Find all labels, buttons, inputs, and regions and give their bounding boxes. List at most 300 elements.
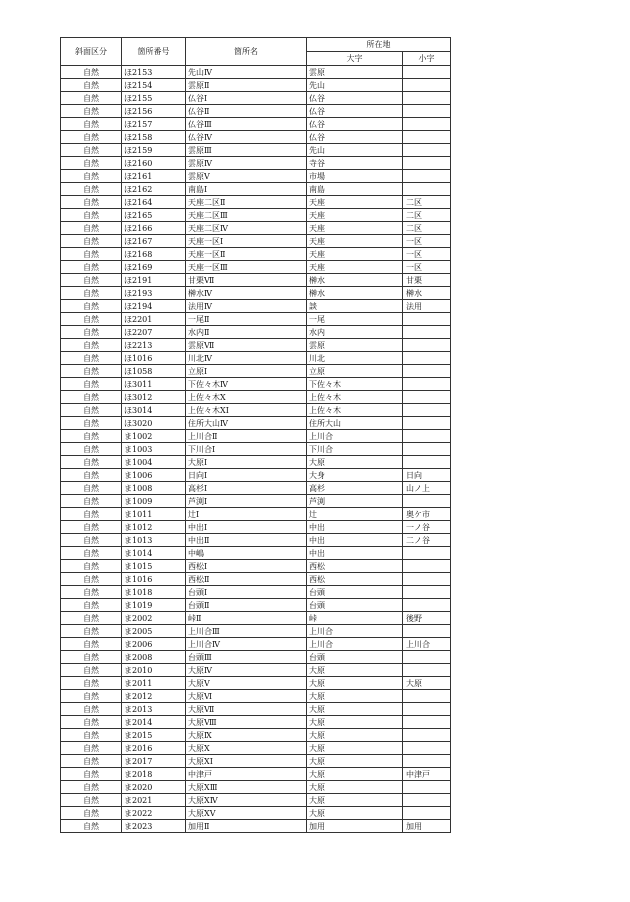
cell-site-name: 台頭Ⅱ — [186, 599, 307, 612]
cell-koaza: 法用 — [403, 300, 451, 313]
cell-slope-category: 自然 — [61, 391, 122, 404]
cell-site-name: 大原Ⅷ — [186, 716, 307, 729]
cell-site-number: ほ2193 — [122, 287, 186, 300]
cell-koaza: 二区 — [403, 222, 451, 235]
cell-oaza: 西松 — [307, 560, 403, 573]
cell-site-number: ほ2169 — [122, 261, 186, 274]
cell-oaza: 仏谷 — [307, 92, 403, 105]
cell-koaza — [403, 66, 451, 79]
cell-site-name: 上川合Ⅱ — [186, 430, 307, 443]
table-row — [61, 586, 451, 599]
table-row — [61, 157, 451, 170]
cell-koaza: 上川合 — [403, 638, 451, 651]
table-row — [61, 92, 451, 105]
cell-koaza: 山ノ上 — [403, 482, 451, 495]
table-row — [61, 261, 451, 274]
cell-oaza: 大原 — [307, 742, 403, 755]
cell-slope-category: 自然 — [61, 651, 122, 664]
cell-koaza — [403, 495, 451, 508]
cell-koaza — [403, 443, 451, 456]
table-row — [61, 573, 451, 586]
table-row — [61, 664, 451, 677]
table-row — [61, 443, 451, 456]
cell-oaza: 先山 — [307, 79, 403, 92]
table-row — [61, 313, 451, 326]
cell-site-number: ま1012 — [122, 521, 186, 534]
cell-site-name: 上佐々木ⅩⅠ — [186, 404, 307, 417]
cell-slope-category: 自然 — [61, 664, 122, 677]
cell-slope-category: 自然 — [61, 209, 122, 222]
table-row — [61, 729, 451, 742]
table-row — [61, 521, 451, 534]
cell-koaza — [403, 573, 451, 586]
cell-site-name: 台頭Ⅲ — [186, 651, 307, 664]
cell-oaza: 水内 — [307, 326, 403, 339]
table-row — [61, 66, 451, 79]
table-row — [61, 742, 451, 755]
cell-oaza: 南島 — [307, 183, 403, 196]
cell-site-number: ま2020 — [122, 781, 186, 794]
cell-oaza: 上佐々木 — [307, 391, 403, 404]
cell-site-name: 天座二区Ⅳ — [186, 222, 307, 235]
cell-site-number: ほ2168 — [122, 248, 186, 261]
cell-site-number: ま1009 — [122, 495, 186, 508]
cell-oaza: 川北 — [307, 352, 403, 365]
cell-site-number: ほ2164 — [122, 196, 186, 209]
table-row — [61, 131, 451, 144]
cell-koaza — [403, 170, 451, 183]
cell-site-name: 大原Ⅳ — [186, 664, 307, 677]
cell-site-name: 大原ⅩⅤ — [186, 807, 307, 820]
cell-site-name: 中嶋 — [186, 547, 307, 560]
cell-site-name: 大原ⅩⅠ — [186, 755, 307, 768]
cell-oaza: 天座 — [307, 235, 403, 248]
cell-site-number: ほ2167 — [122, 235, 186, 248]
cell-oaza: 天座 — [307, 196, 403, 209]
cell-slope-category: 自然 — [61, 703, 122, 716]
cell-slope-category: 自然 — [61, 794, 122, 807]
table-row — [61, 495, 451, 508]
cell-site-number: ほ2157 — [122, 118, 186, 131]
cell-koaza — [403, 742, 451, 755]
table-row — [61, 534, 451, 547]
table-row — [61, 482, 451, 495]
cell-site-name: 天座二区Ⅲ — [186, 209, 307, 222]
cell-site-number: ま2022 — [122, 807, 186, 820]
table-row — [61, 625, 451, 638]
cell-oaza: 高杉 — [307, 482, 403, 495]
cell-oaza: 下川合 — [307, 443, 403, 456]
cell-slope-category: 自然 — [61, 768, 122, 781]
cell-oaza: 一尾 — [307, 313, 403, 326]
table-row — [61, 703, 451, 716]
table-row — [61, 716, 451, 729]
cell-koaza: 榊水 — [403, 287, 451, 300]
cell-site-name: 中出Ⅰ — [186, 521, 307, 534]
cell-oaza: 談 — [307, 300, 403, 313]
cell-site-name: 天座二区Ⅱ — [186, 196, 307, 209]
cell-site-number: ほ2194 — [122, 300, 186, 313]
table-row — [61, 365, 451, 378]
cell-site-number: ほ2159 — [122, 144, 186, 157]
cell-slope-category: 自然 — [61, 222, 122, 235]
cell-koaza — [403, 794, 451, 807]
cell-site-number: ほ2161 — [122, 170, 186, 183]
cell-koaza — [403, 391, 451, 404]
cell-site-name: 西松Ⅰ — [186, 560, 307, 573]
cell-site-number: ほ2158 — [122, 131, 186, 144]
cell-koaza: 一区 — [403, 261, 451, 274]
cell-slope-category: 自然 — [61, 586, 122, 599]
cell-koaza — [403, 690, 451, 703]
cell-slope-category: 自然 — [61, 677, 122, 690]
table-row — [61, 144, 451, 157]
header-koaza: 小字 — [403, 52, 451, 66]
cell-oaza: 大原 — [307, 703, 403, 716]
cell-slope-category: 自然 — [61, 300, 122, 313]
cell-site-name: 仏谷Ⅲ — [186, 118, 307, 131]
table-row — [61, 560, 451, 573]
cell-slope-category: 自然 — [61, 521, 122, 534]
cell-site-name: 雲原Ⅳ — [186, 157, 307, 170]
cell-slope-category: 自然 — [61, 79, 122, 92]
cell-koaza — [403, 417, 451, 430]
table-row — [61, 612, 451, 625]
cell-oaza: 西松 — [307, 573, 403, 586]
cell-oaza: 中出 — [307, 521, 403, 534]
table-row — [61, 105, 451, 118]
cell-koaza — [403, 755, 451, 768]
cell-slope-category: 自然 — [61, 599, 122, 612]
cell-site-name: 大原ⅩⅢ — [186, 781, 307, 794]
cell-site-number: ほ3020 — [122, 417, 186, 430]
table-row — [61, 378, 451, 391]
cell-koaza — [403, 625, 451, 638]
cell-koaza: 後野 — [403, 612, 451, 625]
cell-site-name: 大原Ⅴ — [186, 677, 307, 690]
cell-site-number: ま2015 — [122, 729, 186, 742]
cell-koaza — [403, 105, 451, 118]
cell-koaza — [403, 586, 451, 599]
cell-koaza: 二ノ谷 — [403, 534, 451, 547]
cell-slope-category: 自然 — [61, 404, 122, 417]
cell-oaza: 上佐々木 — [307, 404, 403, 417]
cell-koaza — [403, 404, 451, 417]
cell-koaza: 大原 — [403, 677, 451, 690]
cell-site-number: ま1015 — [122, 560, 186, 573]
cell-slope-category: 自然 — [61, 326, 122, 339]
cell-site-name: 川北Ⅳ — [186, 352, 307, 365]
cell-oaza: 上川合 — [307, 638, 403, 651]
cell-site-number: ま1008 — [122, 482, 186, 495]
cell-koaza — [403, 313, 451, 326]
cell-site-number: ま1018 — [122, 586, 186, 599]
cell-koaza — [403, 339, 451, 352]
cell-slope-category: 自然 — [61, 456, 122, 469]
cell-site-name: 上佐々木Ⅹ — [186, 391, 307, 404]
cell-site-name: 天座一区Ⅲ — [186, 261, 307, 274]
cell-oaza: 仏谷 — [307, 105, 403, 118]
cell-site-number: ま1019 — [122, 599, 186, 612]
cell-oaza: 大原 — [307, 690, 403, 703]
cell-slope-category: 自然 — [61, 66, 122, 79]
cell-site-name: 大原Ⅶ — [186, 703, 307, 716]
cell-site-number: ま1014 — [122, 547, 186, 560]
header-site-number: 箇所番号 — [122, 38, 186, 66]
cell-site-name: 先山Ⅳ — [186, 66, 307, 79]
cell-oaza: 台頭 — [307, 651, 403, 664]
cell-koaza — [403, 807, 451, 820]
cell-site-name: 加用Ⅱ — [186, 820, 307, 833]
cell-slope-category: 自然 — [61, 248, 122, 261]
table-row — [61, 417, 451, 430]
cell-slope-category: 自然 — [61, 261, 122, 274]
cell-slope-category: 自然 — [61, 313, 122, 326]
cell-oaza: 寺谷 — [307, 157, 403, 170]
cell-site-name: 甘栗Ⅶ — [186, 274, 307, 287]
cell-oaza: 台頭 — [307, 599, 403, 612]
cell-site-name: 大原Ⅸ — [186, 729, 307, 742]
cell-oaza: 天座 — [307, 222, 403, 235]
cell-koaza — [403, 781, 451, 794]
cell-slope-category: 自然 — [61, 235, 122, 248]
header-site-name: 箇所名 — [186, 38, 307, 66]
cell-site-name: 仏谷Ⅱ — [186, 105, 307, 118]
cell-slope-category: 自然 — [61, 820, 122, 833]
cell-site-number: ま2023 — [122, 820, 186, 833]
cell-koaza — [403, 664, 451, 677]
cell-koaza: 加用 — [403, 820, 451, 833]
cell-koaza: 二区 — [403, 196, 451, 209]
cell-site-number: ま2010 — [122, 664, 186, 677]
table-row — [61, 768, 451, 781]
cell-slope-category: 自然 — [61, 573, 122, 586]
table-row — [61, 274, 451, 287]
cell-oaza: 大原 — [307, 755, 403, 768]
table-row — [61, 807, 451, 820]
table-row — [61, 170, 451, 183]
cell-koaza — [403, 352, 451, 365]
table-row — [61, 690, 451, 703]
cell-site-number: ほ3012 — [122, 391, 186, 404]
table-row — [61, 222, 451, 235]
cell-site-number: ほ2207 — [122, 326, 186, 339]
table-row — [61, 209, 451, 222]
table-row — [61, 638, 451, 651]
cell-site-number: ほ3011 — [122, 378, 186, 391]
cell-koaza — [403, 547, 451, 560]
cell-oaza: 榊水 — [307, 287, 403, 300]
cell-site-number: ま2017 — [122, 755, 186, 768]
header-slope-category: 斜面区分 — [61, 38, 122, 66]
cell-slope-category: 自然 — [61, 638, 122, 651]
cell-site-number: ほ2154 — [122, 79, 186, 92]
cell-slope-category: 自然 — [61, 417, 122, 430]
cell-oaza: 辻 — [307, 508, 403, 521]
cell-oaza: 大原 — [307, 781, 403, 794]
cell-slope-category: 自然 — [61, 547, 122, 560]
cell-site-number: ま2005 — [122, 625, 186, 638]
cell-koaza: 一ノ谷 — [403, 521, 451, 534]
cell-site-name: 大原ⅩⅣ — [186, 794, 307, 807]
cell-slope-category: 自然 — [61, 105, 122, 118]
cell-koaza: 中津戸 — [403, 768, 451, 781]
table-row — [61, 404, 451, 417]
cell-oaza: 大原 — [307, 716, 403, 729]
cell-slope-category: 自然 — [61, 716, 122, 729]
cell-site-number: ほ2201 — [122, 313, 186, 326]
cell-site-number: ま2016 — [122, 742, 186, 755]
header-oaza: 大字 — [307, 52, 403, 66]
cell-site-number: ま2013 — [122, 703, 186, 716]
table-row — [61, 599, 451, 612]
table-row — [61, 430, 451, 443]
table-row — [61, 469, 451, 482]
cell-koaza — [403, 183, 451, 196]
cell-slope-category: 自然 — [61, 352, 122, 365]
cell-site-name: 西松Ⅱ — [186, 573, 307, 586]
cell-site-name: 天座一区Ⅱ — [186, 248, 307, 261]
cell-slope-category: 自然 — [61, 144, 122, 157]
cell-oaza: 市場 — [307, 170, 403, 183]
cell-slope-category: 自然 — [61, 365, 122, 378]
cell-site-number: ほ2160 — [122, 157, 186, 170]
cell-koaza — [403, 703, 451, 716]
cell-koaza — [403, 456, 451, 469]
cell-oaza: 仏谷 — [307, 118, 403, 131]
cell-site-name: 大原Ⅹ — [186, 742, 307, 755]
cell-koaza — [403, 378, 451, 391]
cell-slope-category: 自然 — [61, 196, 122, 209]
cell-site-name: 住所大山Ⅳ — [186, 417, 307, 430]
table-row — [61, 235, 451, 248]
cell-site-name: 辻Ⅰ — [186, 508, 307, 521]
table-row — [61, 196, 451, 209]
cell-oaza: 天座 — [307, 248, 403, 261]
cell-site-number: ほ2213 — [122, 339, 186, 352]
cell-site-number: ほ2153 — [122, 66, 186, 79]
cell-slope-category: 自然 — [61, 508, 122, 521]
cell-oaza: 大原 — [307, 729, 403, 742]
cell-oaza: 立原 — [307, 365, 403, 378]
cell-site-number: ほ3014 — [122, 404, 186, 417]
table-row — [61, 287, 451, 300]
table-row — [61, 820, 451, 833]
cell-slope-category: 自然 — [61, 118, 122, 131]
cell-site-number: ま2002 — [122, 612, 186, 625]
cell-site-number: ほ2156 — [122, 105, 186, 118]
cell-koaza — [403, 729, 451, 742]
cell-slope-category: 自然 — [61, 742, 122, 755]
cell-koaza — [403, 157, 451, 170]
cell-site-name: 上川合Ⅲ — [186, 625, 307, 638]
table-row — [61, 651, 451, 664]
cell-slope-category: 自然 — [61, 430, 122, 443]
cell-oaza: 雲原 — [307, 339, 403, 352]
cell-site-number: ま1002 — [122, 430, 186, 443]
cell-oaza: 大原 — [307, 664, 403, 677]
cell-oaza: 上川合 — [307, 625, 403, 638]
cell-koaza — [403, 365, 451, 378]
table-row — [61, 456, 451, 469]
table-row — [61, 118, 451, 131]
cell-slope-category: 自然 — [61, 443, 122, 456]
cell-site-number: ま2021 — [122, 794, 186, 807]
cell-site-number: ま2018 — [122, 768, 186, 781]
cell-site-number: ま2012 — [122, 690, 186, 703]
cell-site-name: 一尾Ⅱ — [186, 313, 307, 326]
cell-oaza: 大原 — [307, 456, 403, 469]
cell-site-name: 下佐々木Ⅳ — [186, 378, 307, 391]
table-row — [61, 183, 451, 196]
cell-oaza: 台頭 — [307, 586, 403, 599]
table-row — [61, 352, 451, 365]
table-row — [61, 781, 451, 794]
table-row — [61, 794, 451, 807]
cell-slope-category: 自然 — [61, 131, 122, 144]
cell-slope-category: 自然 — [61, 495, 122, 508]
cell-slope-category: 自然 — [61, 482, 122, 495]
cell-koaza: 奥ケ市 — [403, 508, 451, 521]
cell-koaza — [403, 560, 451, 573]
cell-koaza: 二区 — [403, 209, 451, 222]
cell-koaza — [403, 131, 451, 144]
cell-oaza: 加用 — [307, 820, 403, 833]
cell-koaza — [403, 651, 451, 664]
cell-site-name: 雲原Ⅲ — [186, 144, 307, 157]
table-row — [61, 677, 451, 690]
cell-site-number: ま2014 — [122, 716, 186, 729]
table-row — [61, 547, 451, 560]
cell-oaza: 大原 — [307, 677, 403, 690]
cell-site-number: ま2008 — [122, 651, 186, 664]
cell-oaza: 芦渕 — [307, 495, 403, 508]
cell-site-number: ま1004 — [122, 456, 186, 469]
cell-oaza: 上川合 — [307, 430, 403, 443]
cell-site-name: 下川合Ⅰ — [186, 443, 307, 456]
cell-site-name: 榊水Ⅳ — [186, 287, 307, 300]
cell-slope-category: 自然 — [61, 183, 122, 196]
cell-site-name: 法用Ⅳ — [186, 300, 307, 313]
table-body — [61, 66, 451, 833]
cell-site-number: ま2006 — [122, 638, 186, 651]
table-row — [61, 508, 451, 521]
cell-slope-category: 自然 — [61, 378, 122, 391]
cell-koaza: 日向 — [403, 469, 451, 482]
cell-site-name: 台頭Ⅰ — [186, 586, 307, 599]
cell-oaza: 雲原 — [307, 66, 403, 79]
table-row — [61, 326, 451, 339]
table-header — [61, 38, 451, 66]
cell-slope-category: 自然 — [61, 92, 122, 105]
cell-koaza — [403, 92, 451, 105]
cell-oaza: 天座 — [307, 209, 403, 222]
cell-site-name: 南島Ⅰ — [186, 183, 307, 196]
cell-site-number: ま1016 — [122, 573, 186, 586]
cell-slope-category: 自然 — [61, 625, 122, 638]
cell-site-name: 中津戸 — [186, 768, 307, 781]
cell-oaza: 峠 — [307, 612, 403, 625]
cell-site-name: 立原Ⅰ — [186, 365, 307, 378]
cell-slope-category: 自然 — [61, 274, 122, 287]
cell-site-name: 雲原Ⅴ — [186, 170, 307, 183]
cell-koaza — [403, 144, 451, 157]
cell-slope-category: 自然 — [61, 339, 122, 352]
cell-oaza: 住所大山 — [307, 417, 403, 430]
cell-oaza: 榊水 — [307, 274, 403, 287]
table-row — [61, 391, 451, 404]
cell-site-number: ほ2155 — [122, 92, 186, 105]
